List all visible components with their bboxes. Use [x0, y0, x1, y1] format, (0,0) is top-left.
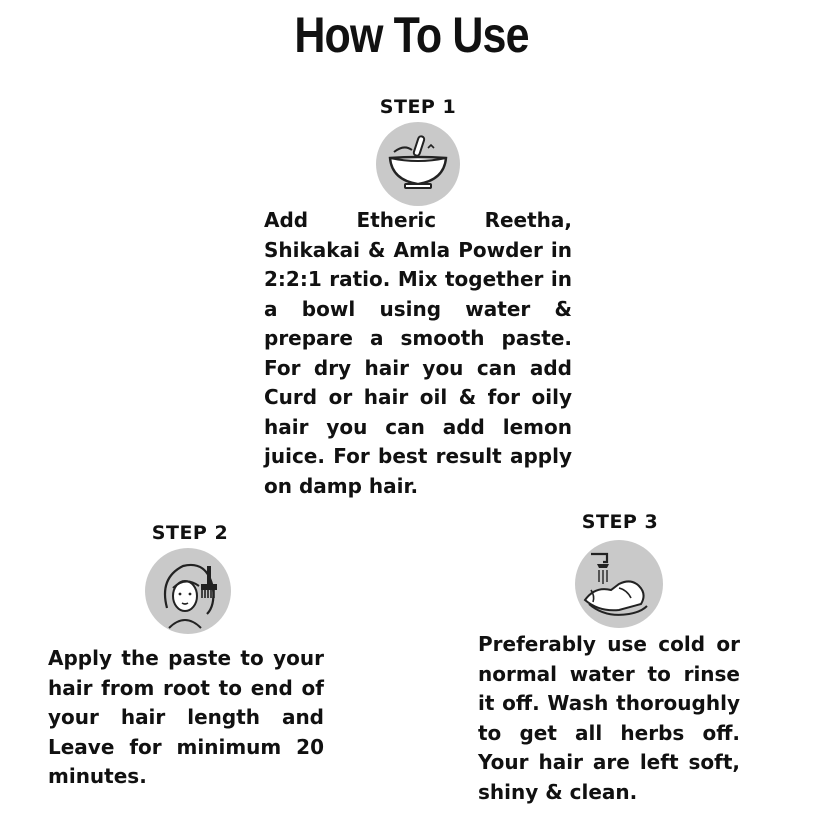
step-2-label: STEP 2: [151, 522, 229, 544]
page-title: How To Use: [294, 7, 529, 63]
hair-wash-icon: [575, 540, 663, 628]
step-1-text: Add Etheric Reetha, Shikakai & Amla Powder in 2:2:1 ratio. Mix together in a bowl using water & prepare a smooth paste. For dry hair you can add Curd or hair oil & for oily hair you can add lemon juice. For best result apply on damp hair.: [264, 208, 572, 498]
step-3-text: Preferably use cold or normal water to rinse it off. Wash thoroughly to get all herbs off. Your hair are left soft, shiny & clean.: [478, 632, 740, 804]
mortar-bowl-icon: [376, 122, 460, 206]
hair-brush-icon: [145, 548, 231, 634]
step-2-text: Apply the paste to your hair from root to end of your hair length and Leave for minimum 20 minutes.: [48, 646, 324, 788]
step-1-label: STEP 1: [379, 96, 457, 118]
step-3-label: STEP 3: [581, 511, 659, 533]
